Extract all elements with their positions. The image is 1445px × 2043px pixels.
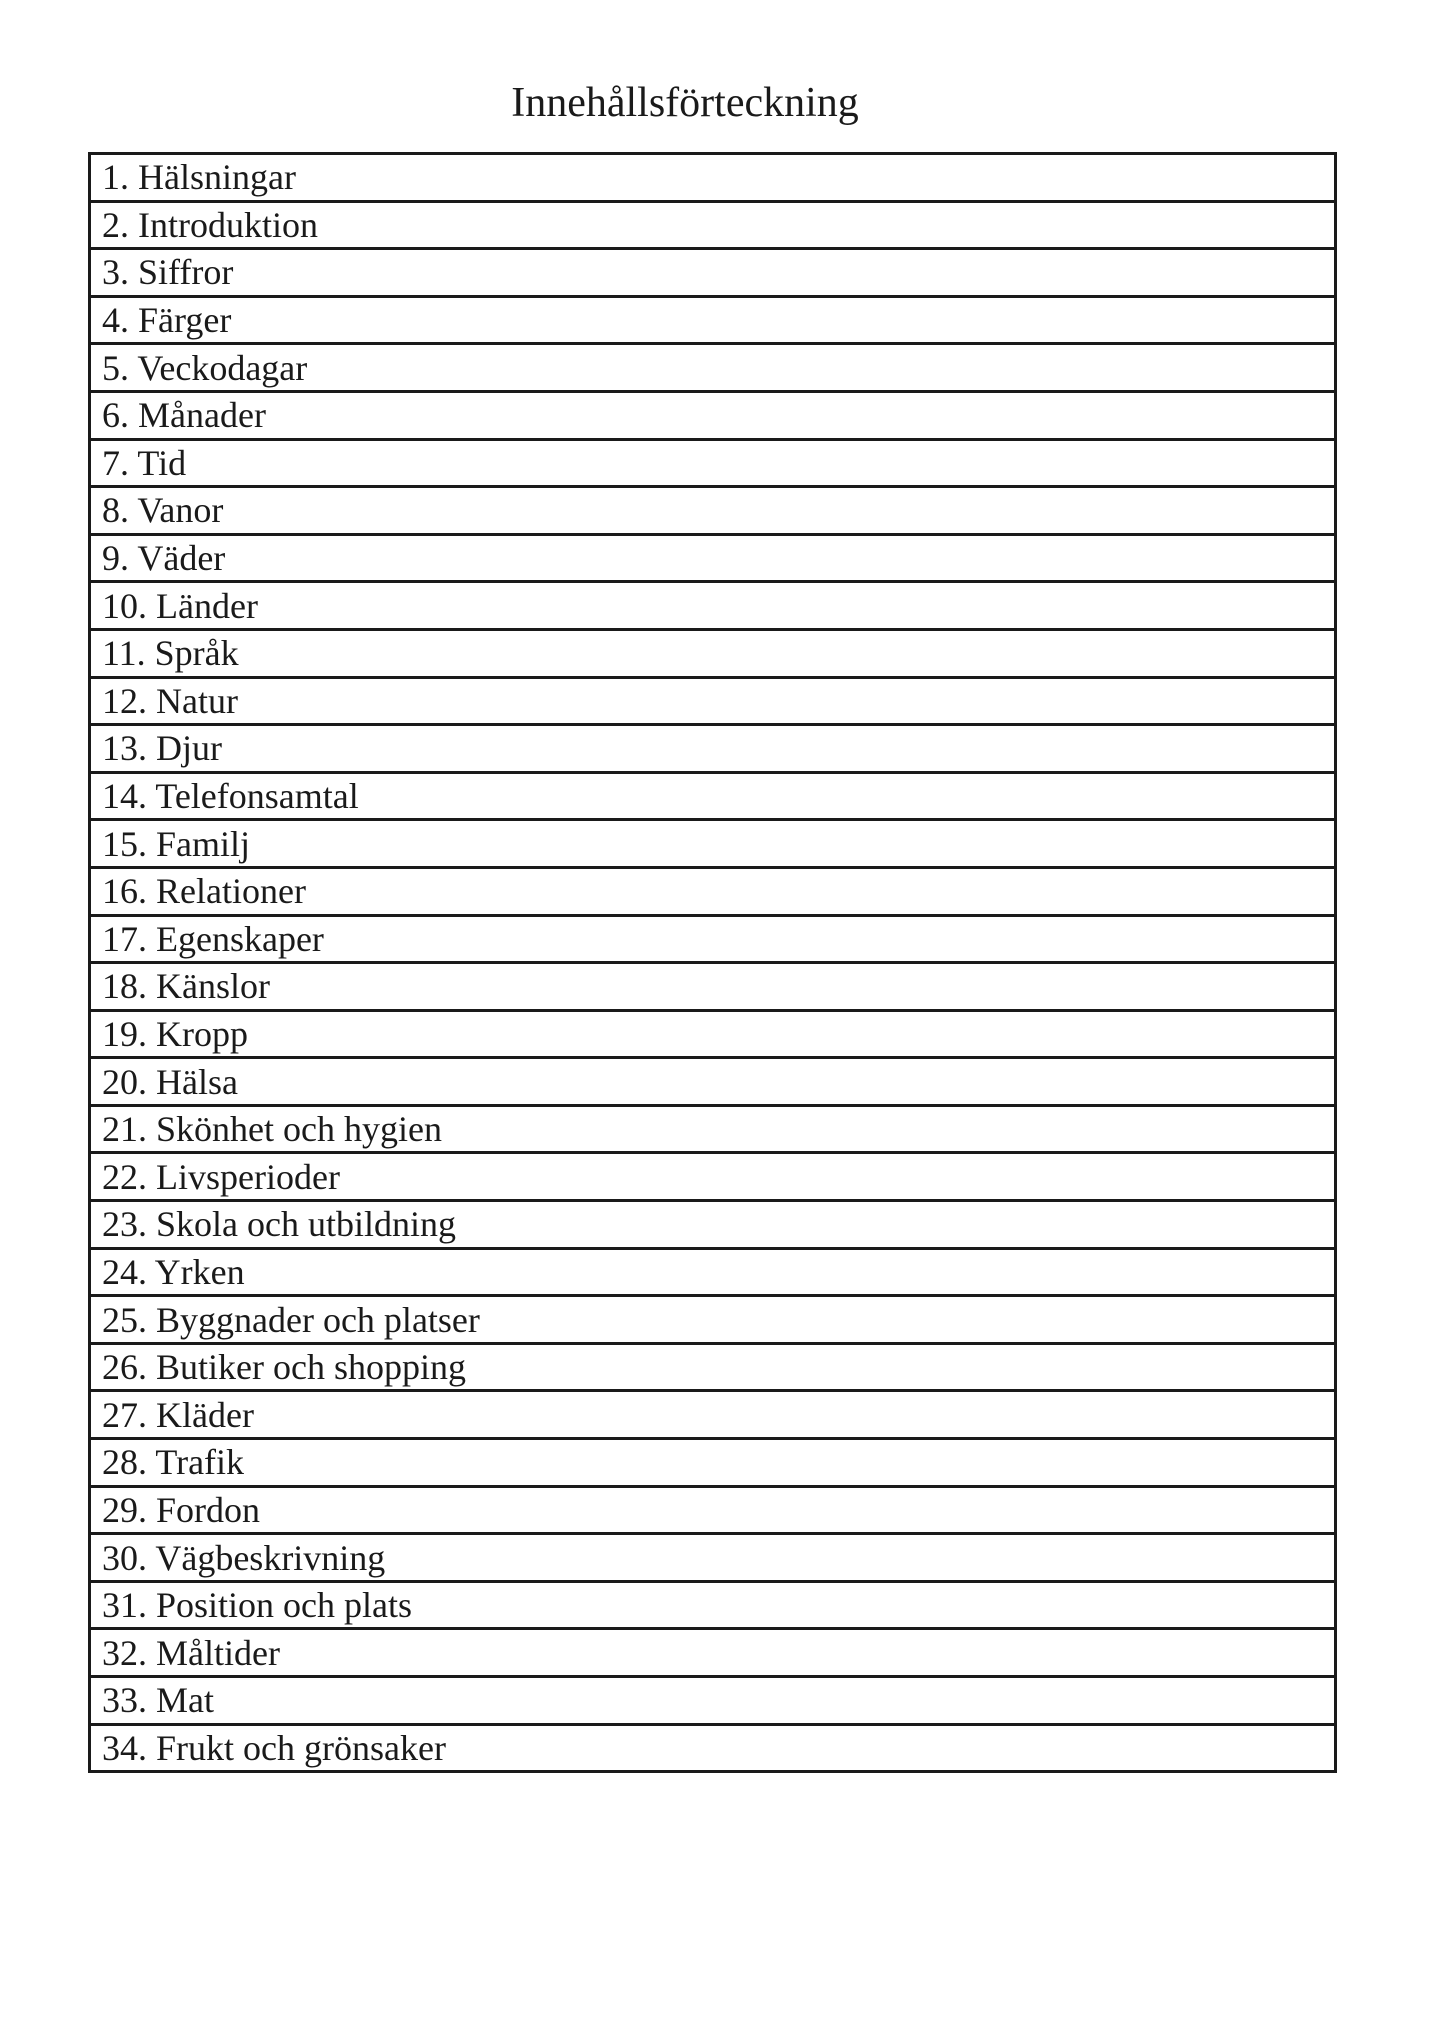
toc-row: [91, 393, 1334, 441]
toc-entry-label: 34. Frukt och grönsaker: [102, 1727, 446, 1768]
page-title: Innehållsförteckning: [511, 80, 859, 126]
toc-entry-label: 5. Veckodagar: [102, 347, 308, 388]
toc-row: [91, 345, 1334, 393]
toc-entry-label: 2. Introduktion: [102, 204, 318, 245]
toc-entry-label: 18. Känslor: [102, 966, 270, 1007]
toc-row: [91, 1678, 1334, 1726]
toc-row: [91, 441, 1334, 489]
toc-entry-label: 9. Väder: [102, 538, 226, 579]
toc-row: [91, 536, 1334, 584]
toc-row: [91, 1630, 1334, 1678]
toc-entry-label: 33. Mat: [102, 1680, 214, 1721]
toc-entry-label: 14. Telefonsamtal: [102, 776, 359, 817]
toc-row: [91, 1059, 1334, 1107]
toc-entry-label: 1. Hälsningar: [102, 157, 296, 198]
toc-row: [91, 1154, 1334, 1202]
toc-entry-label: 29. Fordon: [102, 1489, 261, 1530]
toc-row: [91, 1535, 1334, 1583]
toc-entry-label: 22. Livsperioder: [102, 1156, 340, 1197]
toc-entry-label: 13. Djur: [102, 728, 222, 769]
toc-row: [91, 917, 1334, 965]
toc-entry-label: 12. Natur: [102, 680, 238, 721]
toc-row: [91, 1392, 1334, 1440]
toc-entry-label: 7. Tid: [102, 442, 187, 483]
toc-entry-label: 15. Familj: [102, 823, 251, 864]
toc-row: [91, 1012, 1334, 1060]
toc-row: [91, 631, 1334, 679]
toc-row: [91, 155, 1334, 203]
toc-entry-label: 30. Vägbeskrivning: [102, 1537, 386, 1578]
toc-entry-label: 17. Egenskaper: [102, 918, 324, 959]
toc-row: [91, 1583, 1334, 1631]
toc-row: [91, 583, 1334, 631]
toc-entry-label: 10. Länder: [102, 585, 258, 626]
toc-row: [91, 1297, 1334, 1345]
toc-entry-label: 28. Trafik: [102, 1442, 245, 1483]
toc-row: [91, 1726, 1334, 1771]
toc-row: [91, 203, 1334, 251]
toc-entry-label: 21. Skönhet och hygien: [102, 1109, 442, 1150]
toc-row: [91, 1488, 1334, 1536]
toc-entry-label: 31. Position och plats: [102, 1585, 413, 1626]
toc-entry-label: 4. Färger: [102, 300, 232, 341]
toc-row: [91, 726, 1334, 774]
toc-entry-label: 25. Byggnader och platser: [102, 1299, 480, 1340]
toc-entry-label: 27. Kläder: [102, 1394, 254, 1435]
toc-entry-label: 11. Språk: [102, 633, 239, 674]
toc-entry-label: 3. Siffror: [102, 252, 234, 293]
toc-row: [91, 679, 1334, 727]
toc-entry-label: 26. Butiker och shopping: [102, 1347, 466, 1388]
toc-row: [91, 774, 1334, 822]
toc-entry-label: 19. Kropp: [102, 1013, 248, 1054]
toc-row: [91, 869, 1334, 917]
toc-entry-label: 8. Vanor: [102, 490, 224, 531]
toc-row: [91, 1345, 1334, 1393]
toc-entry-label: 23. Skola och utbildning: [102, 1204, 456, 1245]
toc-entry-label: 16. Relationer: [102, 871, 306, 912]
toc-row: [91, 1250, 1334, 1298]
toc-entry-label: 6. Månader: [102, 395, 266, 436]
toc-row: [91, 1440, 1334, 1488]
toc-row: [91, 1202, 1334, 1250]
toc-row: [91, 298, 1334, 346]
toc-entry-label: 20. Hälsa: [102, 1061, 238, 1102]
toc-row: [91, 250, 1334, 298]
toc-entry-label: 24. Yrken: [102, 1251, 245, 1292]
toc-row: [91, 821, 1334, 869]
toc-row: [91, 1107, 1334, 1155]
toc-entry-label: 32. Måltider: [102, 1632, 280, 1673]
toc-row: [91, 964, 1334, 1012]
toc-row: [91, 488, 1334, 536]
toc-table: [88, 152, 1337, 1773]
